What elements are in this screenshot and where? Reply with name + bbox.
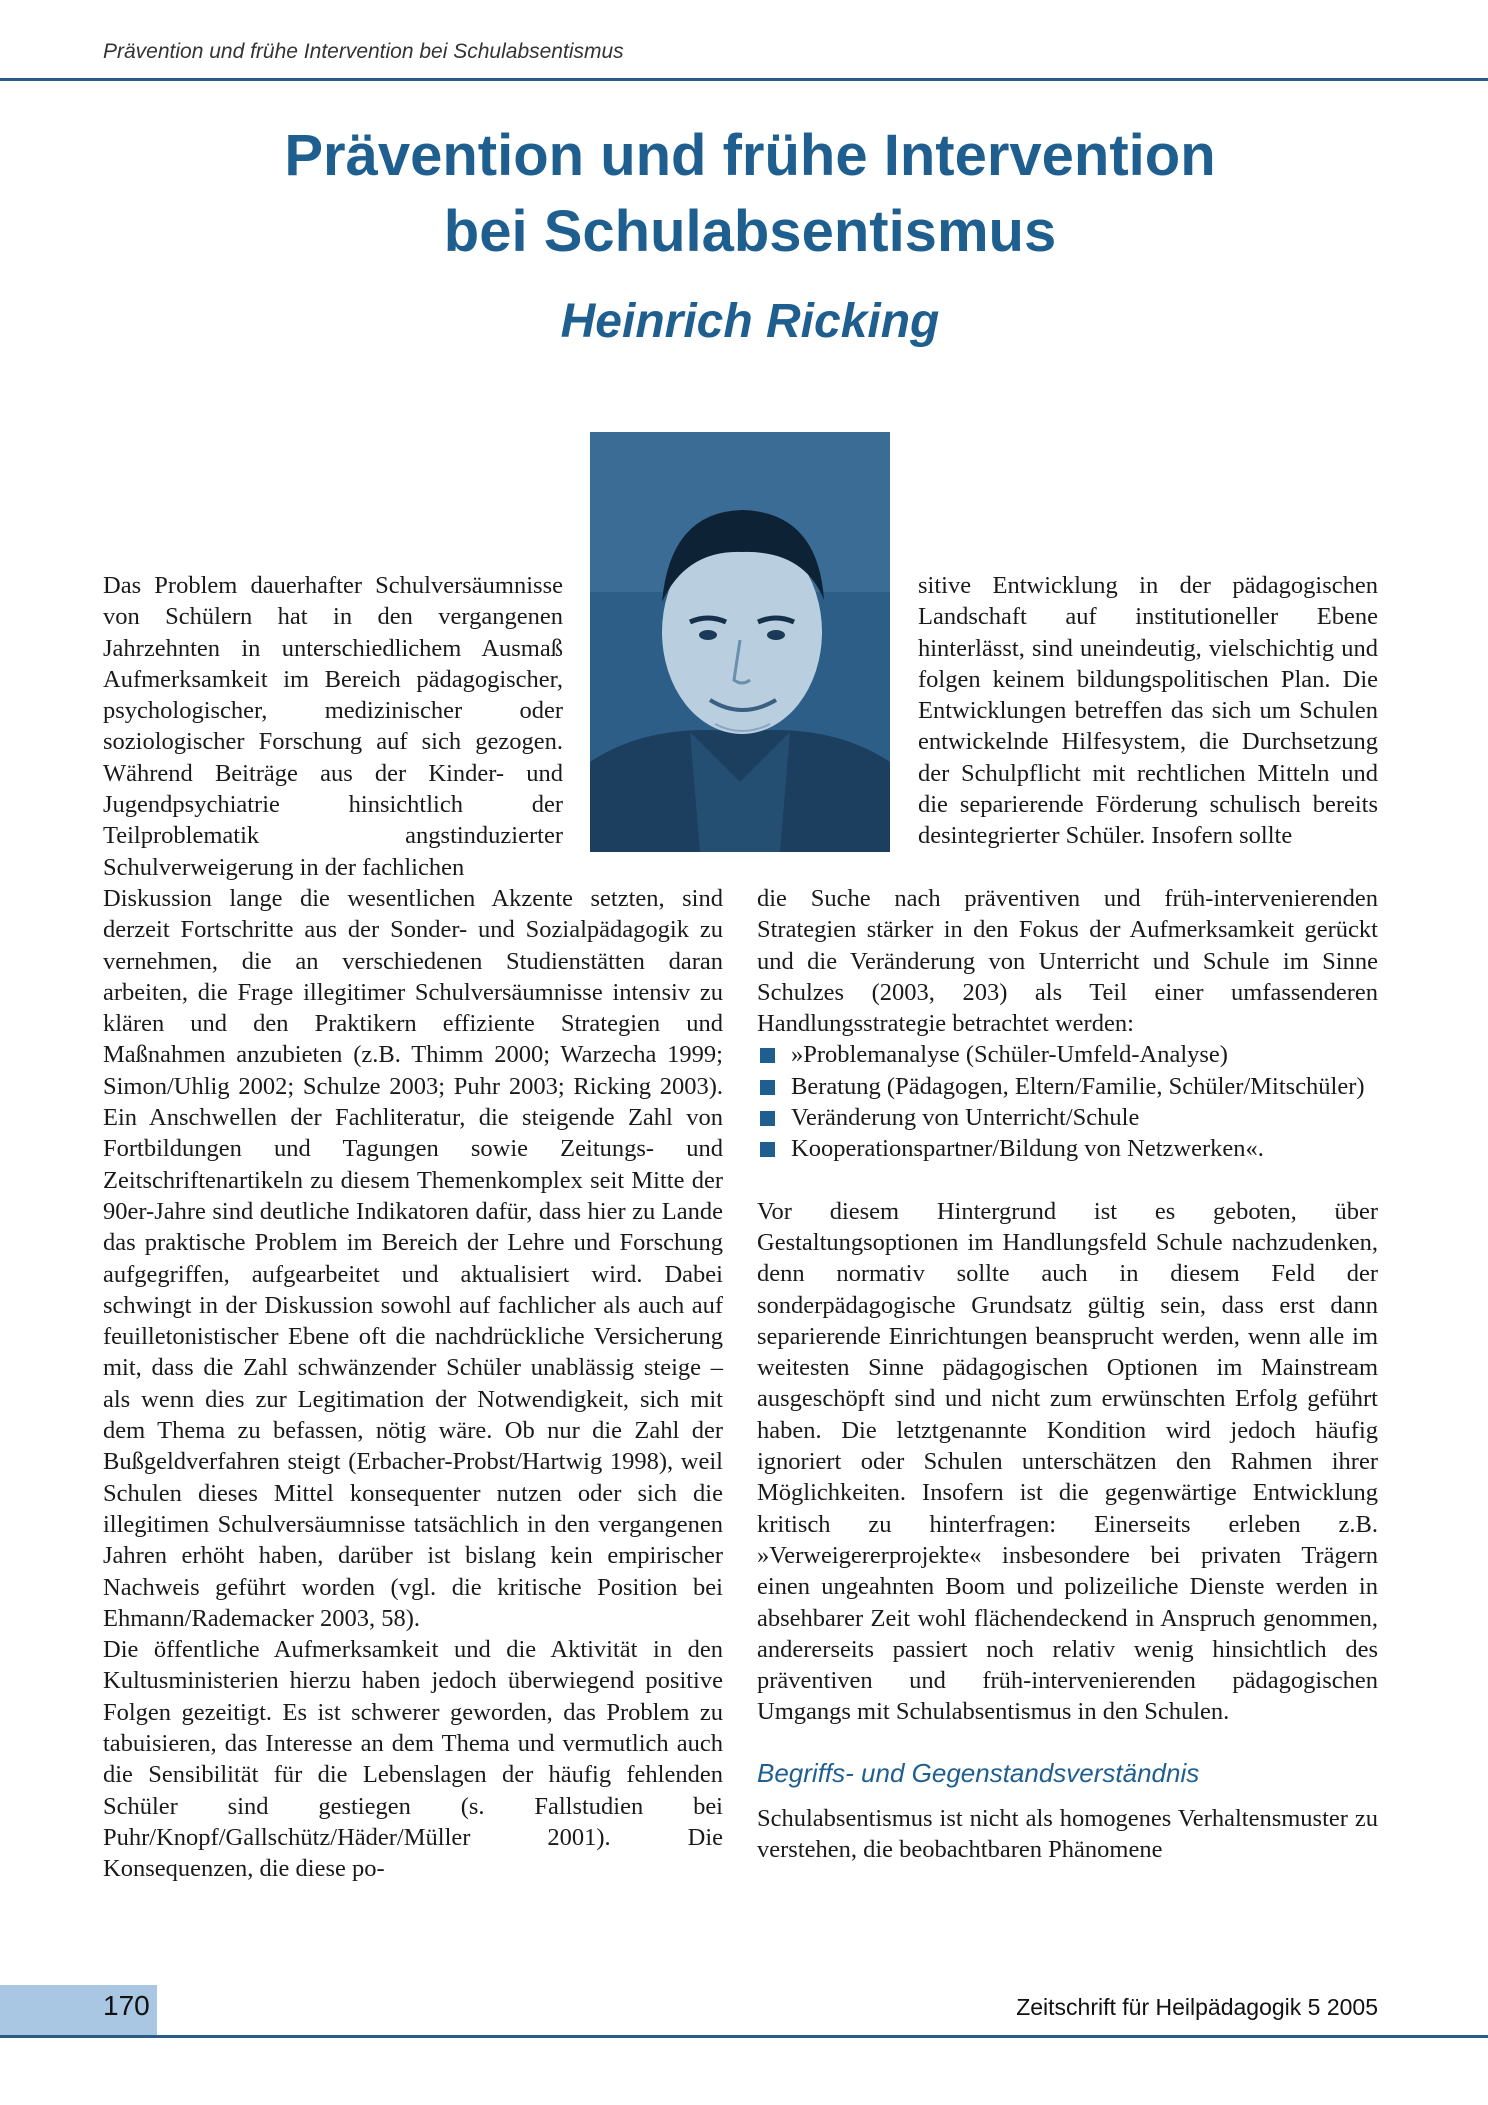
title-line-1: Prävention und frühe Intervention [284,123,1216,188]
section-heading: Begriffs- und Gegenstandsverständnis [757,1757,1200,1788]
bullet-item: Veränderung von Unterricht/Schule [757,1102,1378,1133]
bottom-rule [0,2035,1488,2038]
paragraph-right-2: Vor diesem Hintergrund ist es geboten, über Gestaltungsoptionen im Handlungsfeld Schule nachzudenken, denn normativ sollte auch in diesem Feld der sonderpädagogische Grundsatz gültig sein, dass erst dann separierende Einrichtungen beansprucht werden, wenn alle im weitesten Sinne pädagogischen Optionen im Mainstream ausgeschöpft sind und nicht zum erwünschten Erfolg geführt haben. Die letztgenannte Kondition wird jedoch häufig ignoriert oder Schulen unterschätzen den Rahmen ihrer Möglichkeiten. Insofern ist die gegenwärtige Entwicklung kritisch zu hinterfragen: Einerseits erleben z.B. »Verweigererprojekte« insbesondere bei privaten Trägern einen ungeahnten Boom und polizeiliche Dienste werden in absehbarer Zeit wohl flächendeckend in Anspruch genommen, andererseits passiert noch relativ wenig hinsichtlich des präventiven und früh-intervenierenden pädagogischen Umgangs mit Schulabsentismus in den Schulen. [757,1197,1378,1726]
bullet-item: »Problemanalyse (Schüler-Umfeld-Analyse) [757,1039,1378,1070]
paragraph-gap [757,1165,1378,1196]
column-right [757,883,1378,1866]
bullet-list [757,1039,1378,1164]
running-head: Prävention und frühe Intervention bei Schulabsentismus [103,40,624,63]
journal-citation: Zeitschrift für Heilpädagogik 5 2005 [1016,1994,1378,2020]
intro-paragraph-left: Das Problem dauerhafter Schulversäumnisse von Schülern hat in den vergangenen Jahrzehnten in unterschiedlichem Ausmaß Aufmerksamkeit im Bereich pädagogischer, psychologischer, medizinischer oder soziologischer Forschung auf sich gezogen. Während Beiträge aus der Kinder- und Jugendpsychiatrie hinsichtlich der Teilproblematik angstinduzierter Schulverweigerung in der fachlichen [103,572,563,881]
column-left-top-text [103,570,563,883]
author-photo [590,432,890,852]
article-title [200,118,1300,270]
paragraph-left-2: Die öffentliche Aufmerksamkeit und die Aktivität in den Kultusministerien hierzu haben jedoch überwiegend positive Folgen gezeitigt. Es ist schwerer geworden, das Problem zu tabuisieren, das Interesse an dem Thema und vermutlich auch die Sensibilität für die Lebenslagen der häufig fehlenden Schüler sind gestiegen (s. Fallstudien bei Puhr/Knopf/Gallschütz/Häder/Müller 2001). Die Konsequenzen, die diese po- [103,1636,723,1883]
paragraph-right-1: die Suche nach präventiven und früh-intervenierenden Strategien stärker in den Fokus der Aufmerksamkeit gerückt und die Veränderung von Unterricht und Schule im Sinne Schulzes (2003, 203) als Teil einer umfassenderen Handlungsstrategie betrachtet werden: [757,885,1378,1038]
page-number: 170 [103,1990,150,2021]
title-line-2: bei Schulabsentismus [443,199,1057,264]
paragraph-right-3: Schulabsentismus ist nicht als homogenes Verhaltensmuster zu verstehen, die beobachtbaren Phänomene [757,1805,1378,1864]
bullet-item: Kooperationspartner/Bildung von Netzwerken«. [757,1133,1378,1164]
author-portrait-image [590,432,890,852]
column-right-top-text [918,570,1378,852]
author-name: Heinrich Ricking [560,295,940,348]
intro-paragraph-right: sitive Entwicklung in der pädagogischen Landschaft auf institutioneller Ebene hinterlässt, sind uneindeutig, vielschichtig und folgen keinem bildungspolitischen Plan. Die Entwicklungen betreffen das sich um Schulen entwickelnde Hilfesystem, die Durchsetzung der Schulpflicht mit rechtlichen Mitteln und die separierende Förderung schulisch bereits desintegrierter Schüler. Insofern sollte [918,572,1378,850]
paragraph-left-1: Diskussion lange die wesentlichen Akzente setzten, sind derzeit Fortschritte aus der Sonder- und Sozialpädagogik zu vernehmen, die an verschiedenen Studienstätten daran arbeiten, die Frage illegitimer Schulversäumnisse intensiv zu klären und den Praktikern effiziente Strategien und Maßnahmen anzubieten (z.B. Thimm 2000; Warzecha 1999; Simon/Uhlig 2002; Schulze 2003; Puhr 2003; Ricking 2003). Ein Anschwellen der Fachliteratur, die steigende Zahl von Fortbildungen und Tagungen sowie Zeitungs- und Zeitschriftenartikeln zu diesem Themenkomplex seit Mitte der 90er-Jahre sind deutliche Indikatoren dafür, dass hier zu Lande das praktische Problem im Bereich der Lehre und Forschung aufgegriffen, aufgearbeitet und aktualisiert wird. Dabei schwingt in der Diskussion sowohl auf fachlicher als auch auf feuilletonistischer Ebene oft die nachdrückliche Versicherung mit, dass die Zahl schwänzender Schüler unablässig steige – als wenn dies zur Legitimation der Notwendigkeit, sich mit dem Thema zu befassen, nötig wäre. Ob nur die Zahl der Bußgeldverfahren steigt (Erbacher-Probst/Hartwig 1998), weil Schulen dieses Mittel konsequenter nutzen oder sich die illegitimen Schulversäumnisse tatsächlich in den vergangenen Jahren erhöht haben, darüber ist bislang kein empirischer Nachweis geführt worden (vgl. die kritische Position bei Ehmann/Rademacker 2003, 58). [103,885,723,1632]
column-left [103,883,723,1885]
top-rule [0,78,1488,81]
bullet-item: Beratung (Pädagogen, Eltern/Familie, Schüler/Mitschüler) [757,1071,1378,1102]
